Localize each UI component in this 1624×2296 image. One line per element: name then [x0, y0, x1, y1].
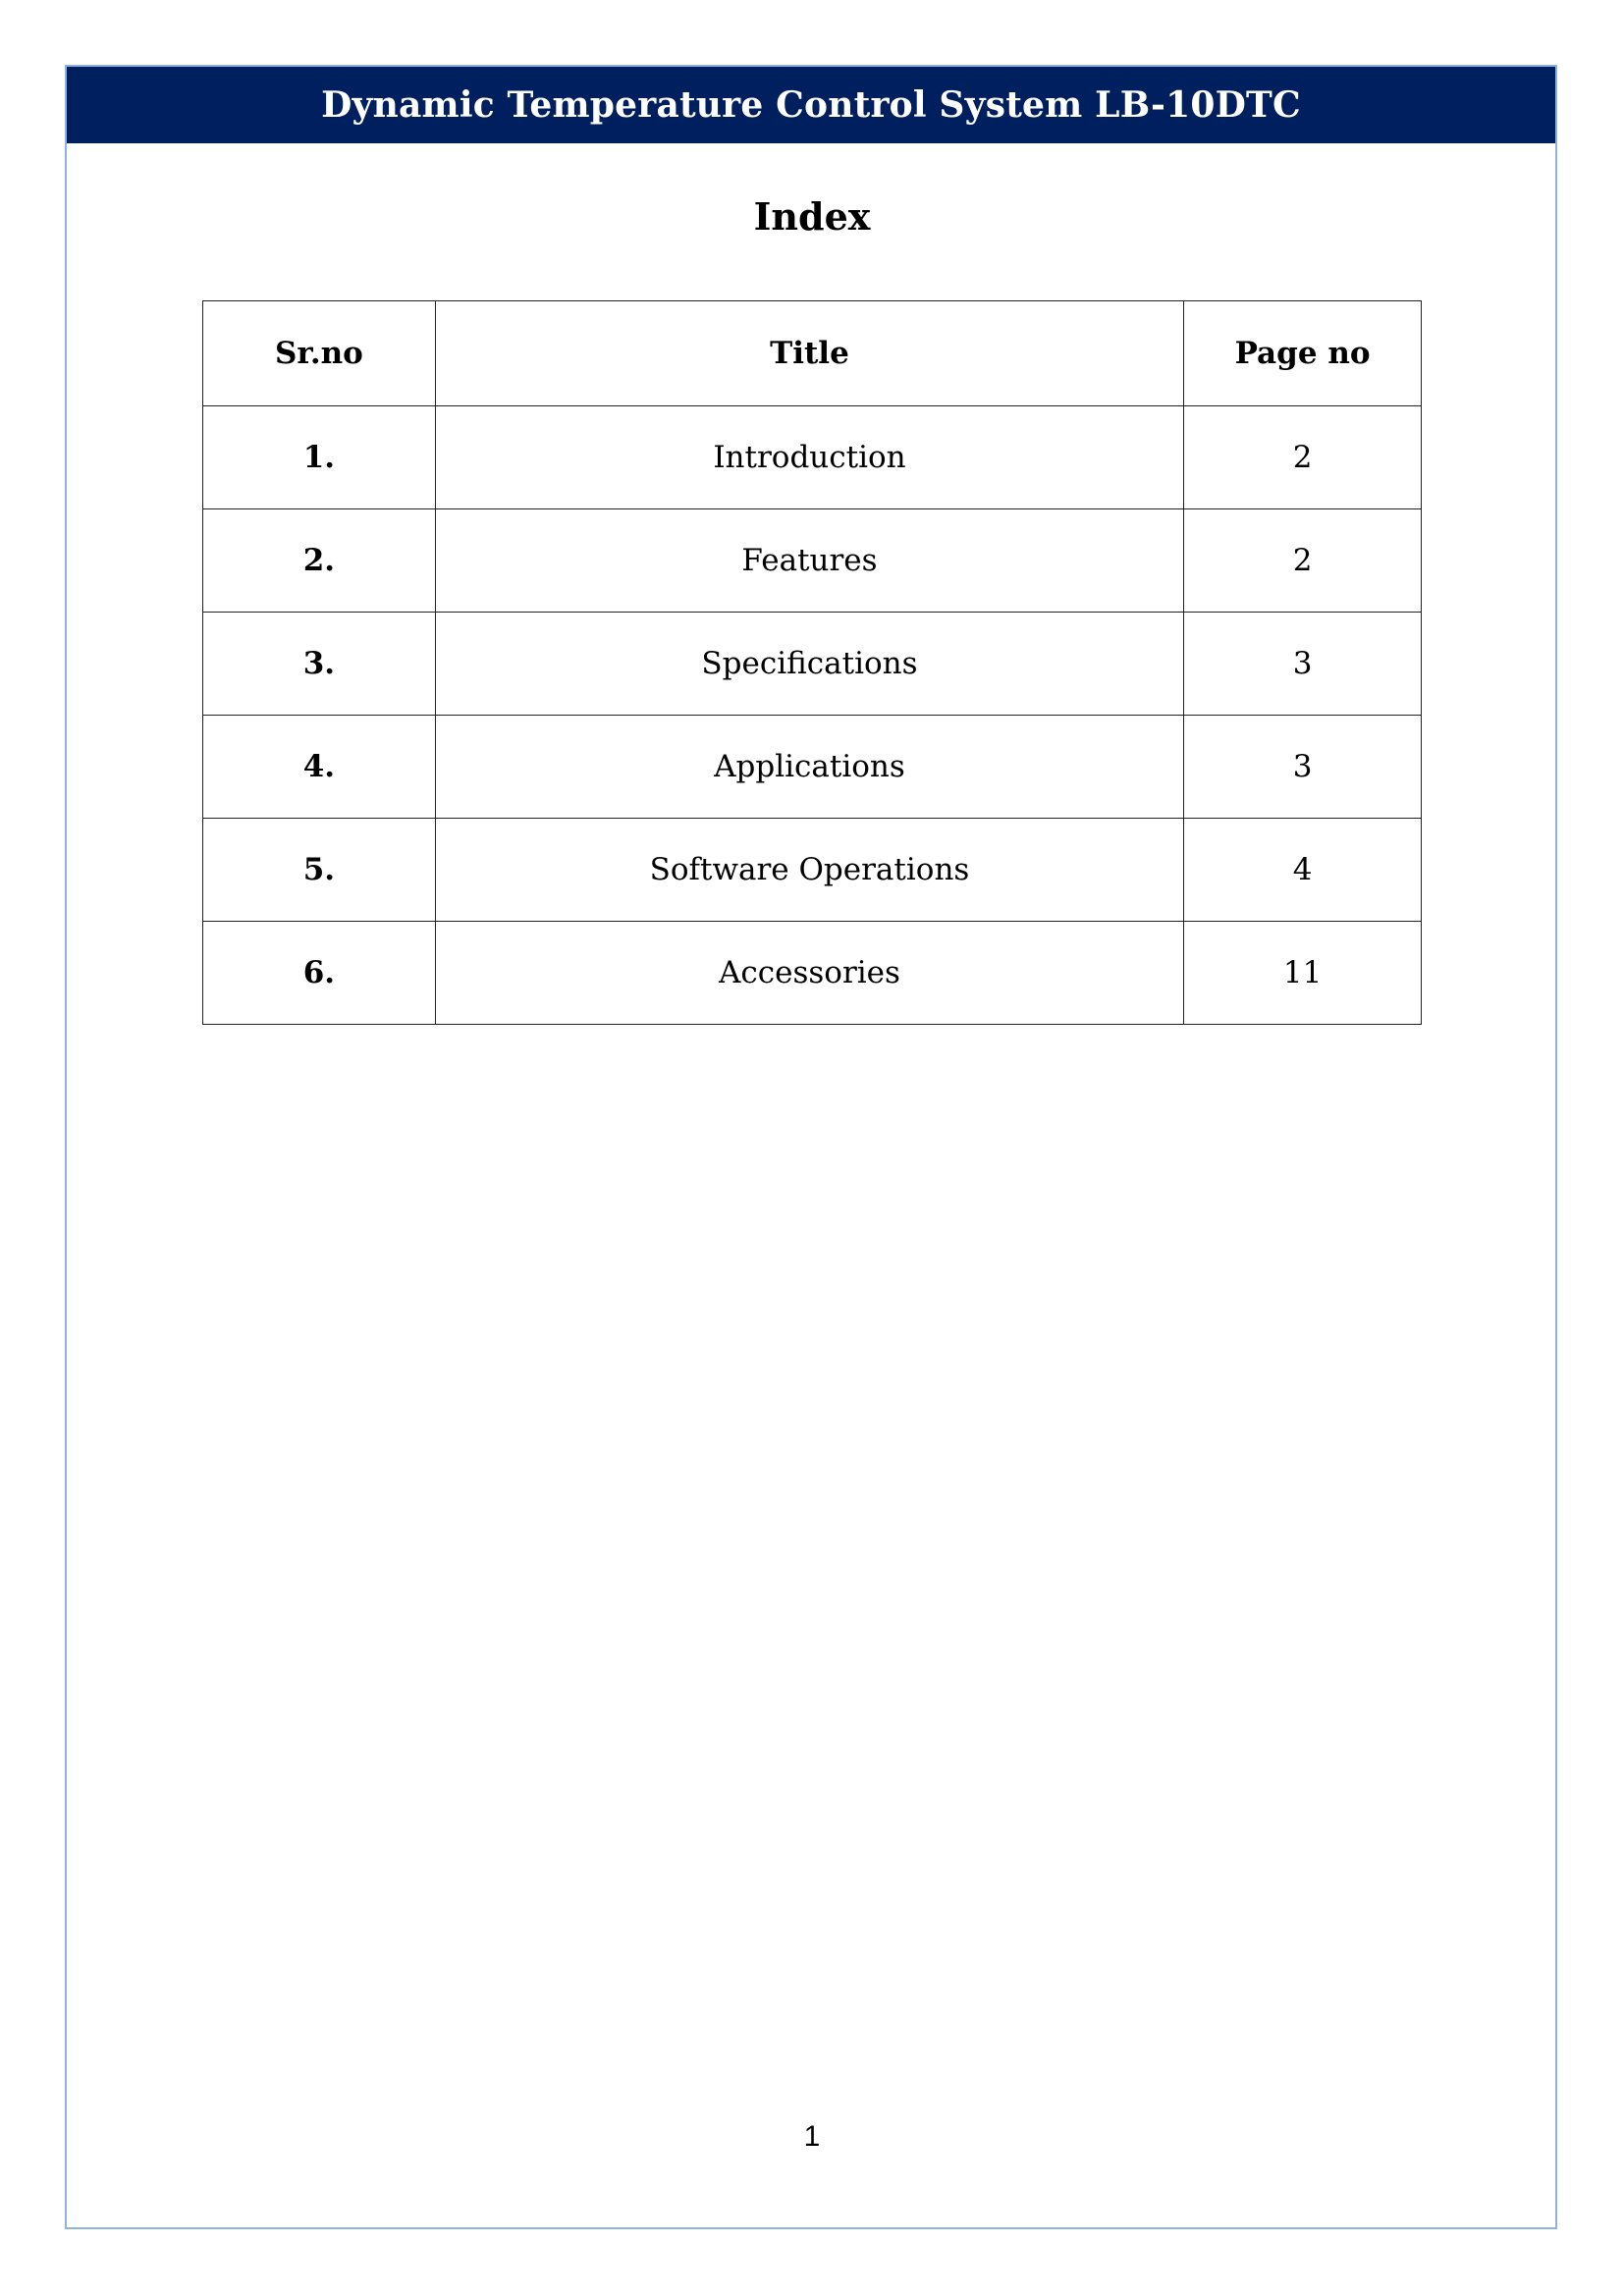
row-page-no: 2: [1184, 406, 1422, 509]
row-page-no: 3: [1184, 716, 1422, 819]
column-header-sr-no: Sr.no: [203, 301, 436, 406]
table-row: [203, 509, 1422, 613]
row-sr-no: 6.: [203, 922, 436, 1025]
row-page-no: 2: [1184, 509, 1422, 613]
table-row: [203, 819, 1422, 922]
row-title: Features: [435, 509, 1183, 613]
row-title: Introduction: [435, 406, 1183, 509]
table-row: [203, 406, 1422, 509]
column-header-page-no: Page no: [1184, 301, 1422, 406]
column-header-title: Title: [435, 301, 1183, 406]
table-row: [203, 922, 1422, 1025]
row-page-no: 11: [1184, 922, 1422, 1025]
row-title: Accessories: [435, 922, 1183, 1025]
row-title: Software Operations: [435, 819, 1183, 922]
row-page-no: 4: [1184, 819, 1422, 922]
table-row: [203, 716, 1422, 819]
row-sr-no: 3.: [203, 613, 436, 716]
document-header-band: [67, 67, 1555, 143]
row-title: Applications: [435, 716, 1183, 819]
row-title: Specifications: [435, 613, 1183, 716]
index-heading: Index: [753, 194, 871, 239]
row-sr-no: 2.: [203, 509, 436, 613]
row-sr-no: 4.: [203, 716, 436, 819]
index-table-header-row: [203, 301, 1422, 406]
table-row: [203, 613, 1422, 716]
index-table: [202, 300, 1422, 1025]
row-sr-no: 5.: [203, 819, 436, 922]
row-sr-no: 1.: [203, 406, 436, 509]
row-page-no: 3: [1184, 613, 1422, 716]
document-header-title: Dynamic Temperature Control System LB-10DTC: [321, 84, 1301, 126]
footer-page-number: 1: [803, 2120, 821, 2153]
